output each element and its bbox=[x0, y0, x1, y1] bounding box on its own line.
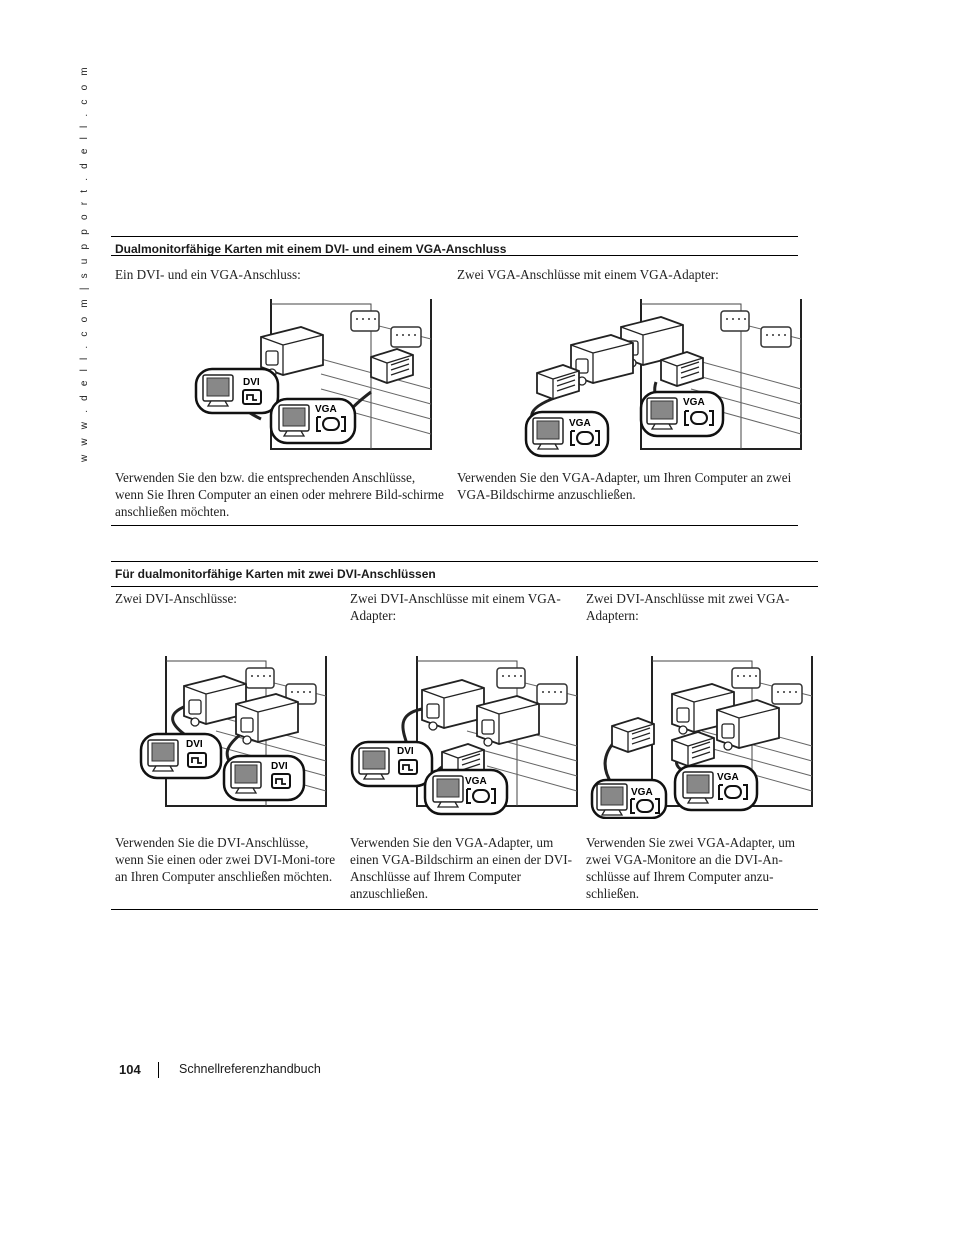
section-dvi-vga bbox=[111, 236, 798, 526]
dvi-badge-label: DVI bbox=[397, 746, 414, 757]
two-vga-adapter-diagram bbox=[521, 297, 821, 467]
vga-badge-label: VGA bbox=[465, 776, 487, 787]
vga-badge-label: VGA bbox=[569, 418, 591, 429]
vga-monitor-badge bbox=[425, 770, 507, 814]
dvi-vga-connection-diagram bbox=[191, 297, 461, 457]
vga-monitor-badge-left bbox=[592, 780, 666, 818]
footer-separator bbox=[158, 1062, 159, 1078]
dvi-with-two-vga-adapters-diagram bbox=[587, 654, 817, 819]
side-website-url: w w w . d e l l . c o m | s u p p o r t . d e l l . c o m bbox=[79, 64, 90, 462]
col2-label: Zwei VGA-Anschlüsse mit einem VGA-Adapter: bbox=[457, 267, 719, 282]
section-bottom-rule bbox=[111, 525, 798, 526]
dvi-with-vga-adapter-diagram bbox=[347, 654, 582, 819]
col3-label: Zwei DVI-Anschlüsse mit zwei VGA-Adaptern: bbox=[586, 591, 790, 623]
page-number: 104 bbox=[119, 1062, 141, 1077]
dvi-monitor-badge bbox=[352, 742, 432, 786]
vga-badge-label: VGA bbox=[631, 787, 653, 798]
vga-monitor-badge-right bbox=[641, 392, 723, 436]
col1-label: Zwei DVI-Anschlüsse: bbox=[115, 591, 237, 606]
col2-label: Zwei DVI-Anschlüsse mit einem VGA-Adapter: bbox=[350, 591, 561, 623]
col2-description: Verwenden Sie den VGA-Adapter, um einen VGA-Bildschirm an einen der DVI-Anschlüsse auf Ihrem Computer anzuschließen. bbox=[350, 835, 573, 901]
dvi-monitor-badge bbox=[196, 369, 278, 413]
dvi-monitor-badge-2 bbox=[224, 756, 304, 800]
col1-description: Verwenden Sie die DVI-Anschlüsse, wenn Sie einen oder zwei DVI-Moni-tore an Ihren Computer anschließen möchten. bbox=[115, 835, 336, 884]
vga-badge-label: VGA bbox=[717, 772, 739, 783]
section-two-dvi bbox=[111, 561, 818, 910]
vga-badge-label: VGA bbox=[683, 397, 705, 408]
section-title: Dualmonitorfähige Karten mit einem DVI- und einem VGA-Anschluss bbox=[111, 237, 798, 256]
vga-monitor-badge-left bbox=[526, 412, 608, 456]
col2-description: Verwenden Sie den VGA-Adapter, um Ihren Computer an zwei VGA-Bildschirme anzuschließen. bbox=[457, 470, 792, 502]
section-bottom-rule bbox=[111, 909, 818, 910]
vga-badge-label: VGA bbox=[315, 404, 337, 415]
vga-monitor-badge-right bbox=[675, 766, 757, 810]
col1-label: Ein DVI- und ein VGA-Anschluss: bbox=[115, 267, 301, 282]
section-title: Für dualmonitorfähige Karten mit zwei DVI-Anschlüssen bbox=[111, 562, 818, 587]
dvi-badge-label: DVI bbox=[186, 739, 203, 750]
col3-description: Verwenden Sie zwei VGA-Adapter, um zwei VGA-Monitore an die DVI-An-schlüsse auf Ihrem Computer anzu-schließen. bbox=[586, 835, 796, 901]
dvi-monitor-badge-1 bbox=[141, 734, 221, 778]
book-title: Schnellreferenzhandbuch bbox=[179, 1062, 321, 1076]
dvi-badge-label: DVI bbox=[243, 377, 260, 388]
vga-monitor-badge bbox=[271, 399, 355, 443]
dvi-badge-label: DVI bbox=[271, 761, 288, 772]
two-dvi-diagram bbox=[136, 654, 351, 814]
col1-description: Verwenden Sie den bzw. die entsprechenden Anschlüsse, wenn Sie Ihren Computer an einen oder mehrere Bild-schirme anschließen möchten. bbox=[115, 470, 444, 519]
